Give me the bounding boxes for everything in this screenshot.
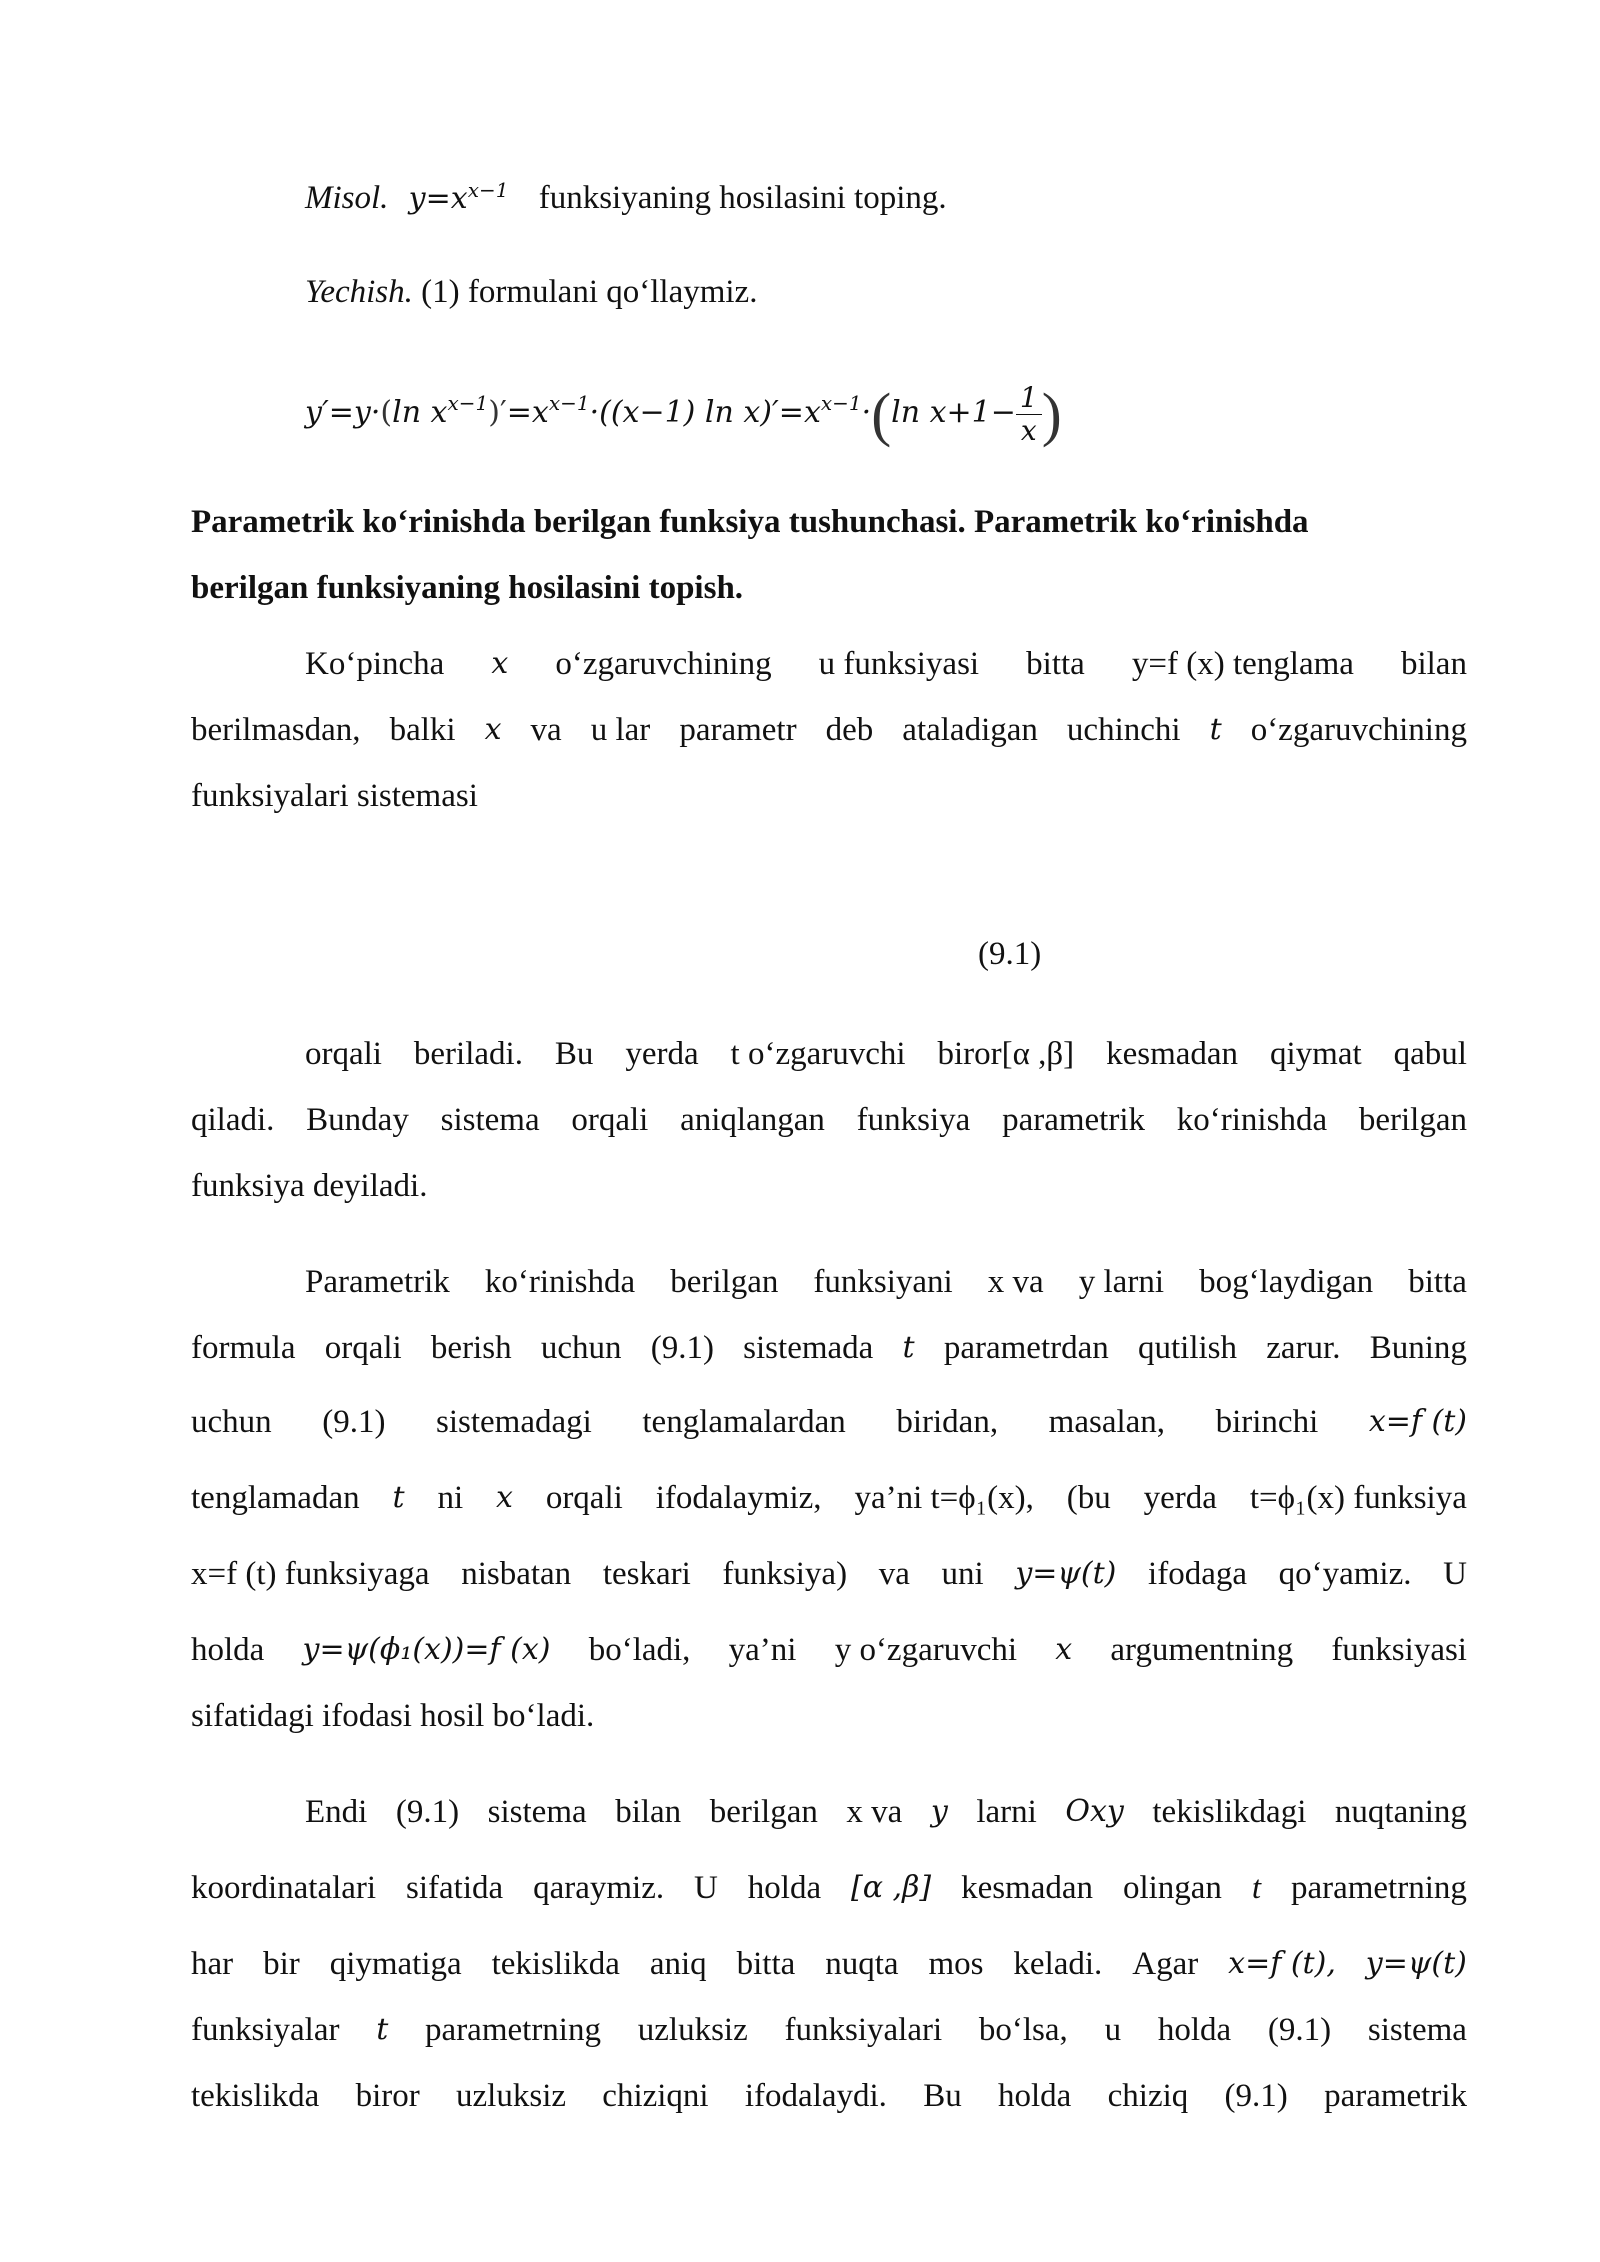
example-label: Misol.	[305, 180, 389, 216]
text-word: o‘zgaruvchining	[1250, 712, 1467, 748]
text-word: u	[1104, 2012, 1122, 2048]
text-word: chiziqni	[602, 2078, 709, 2114]
text-word: bo‘ladi,	[588, 1632, 691, 1668]
text-word: qiladi.	[191, 1102, 275, 1138]
text-word: biror[α ,β]	[937, 1036, 1075, 1072]
text-word: orqali	[305, 1036, 382, 1072]
text-word: sistemada	[743, 1330, 874, 1366]
text-word: t	[1209, 712, 1222, 747]
text-word: zarur.	[1266, 1330, 1341, 1366]
text-word: bog‘laydigan	[1199, 1264, 1374, 1300]
text-word: qo‘yamiz.	[1278, 1556, 1412, 1592]
text-word: funksiya)	[722, 1556, 848, 1592]
text-word: y o‘zgaruvchi	[834, 1632, 1018, 1668]
text-word: va	[878, 1556, 910, 1592]
text-word: tekislikda	[191, 2078, 320, 2114]
solution-line	[305, 272, 757, 312]
equation-number: (9.1)	[978, 936, 1042, 972]
text-word: deb	[825, 712, 874, 748]
text-word: Oxy	[1065, 1794, 1124, 1829]
text-word: bitta	[1408, 1264, 1467, 1300]
formula-part: y=x	[408, 181, 468, 216]
text-word: har	[191, 1946, 234, 1982]
solution-text: (1) formulani qo‘llaymiz.	[421, 274, 758, 310]
formula-part: x	[1020, 413, 1037, 447]
p3-line-3	[191, 1402, 1467, 1442]
text-word: tenglamadan	[191, 1480, 360, 1516]
formula-part: )′	[488, 395, 507, 430]
text-word: bitta	[1026, 646, 1085, 682]
formula-part: (	[871, 381, 892, 448]
text-word: birinchi	[1215, 1404, 1319, 1440]
example-text: funksiyaning hosilasini toping.	[538, 180, 947, 216]
p1-line-3: funksiyalari sistemasi	[191, 778, 478, 814]
text-word: x=f (t)	[1368, 1404, 1467, 1439]
text-word: y=ψ(t)	[1365, 1946, 1467, 1981]
text-word: x va	[846, 1794, 903, 1830]
text-word: nuqta	[825, 1946, 899, 1982]
text-word: sistemadagi	[436, 1404, 592, 1440]
text-word: x va	[987, 1264, 1044, 1300]
p3-line-5	[191, 1554, 1467, 1594]
text-word: x=f (t) funksiyaga	[191, 1556, 430, 1592]
example-formula	[408, 178, 509, 216]
text-word: o‘zgaruvchining	[555, 646, 772, 682]
text-word: x	[484, 712, 502, 747]
text-word: biror	[355, 2078, 420, 2114]
text-word: va	[530, 712, 562, 748]
text-word: aniqlangan	[680, 1102, 825, 1138]
text-word: Ko‘pincha	[305, 646, 445, 682]
text-word: holda	[1157, 2012, 1232, 2048]
text-word: Bu	[923, 2078, 962, 2114]
text-word: yerda	[1143, 1480, 1217, 1516]
p2-line-3: funksiya deyiladi.	[191, 1168, 428, 1204]
text-word: x=f (t),	[1228, 1946, 1336, 1981]
text-word: ya’ni t=ϕ₁(x),	[854, 1480, 1034, 1516]
text-word: u funksiyasi	[818, 646, 980, 682]
text-word: ifodalaymiz,	[655, 1480, 822, 1516]
text-word: U	[694, 1870, 718, 1906]
formula-part: ·	[861, 395, 872, 430]
text-word: ko‘rinishda	[484, 1264, 636, 1300]
text-word: bilan	[1400, 646, 1467, 682]
exponent: x−1	[447, 391, 489, 415]
text-word: tekislikdagi	[1152, 1794, 1307, 1830]
formula-part: ln x+1−	[891, 395, 1016, 430]
text-word: nuqtaning	[1334, 1794, 1467, 1830]
text-word: t=ϕ₁(x) funksiya	[1249, 1480, 1467, 1516]
text-word: kesmadan	[961, 1870, 1094, 1906]
text-word: ni	[437, 1480, 464, 1516]
p3-line-7: sifatidagi ifodasi hosil bo‘ladi.	[191, 1698, 595, 1734]
text-word: uchun	[540, 1330, 622, 1366]
derivative-formula	[305, 368, 1062, 449]
text-word: sistema	[487, 1794, 587, 1830]
p2-line-2	[191, 1100, 1467, 1140]
text-word: tekislikda	[491, 1946, 620, 1982]
text-word: funksiyasi	[1331, 1632, 1467, 1668]
text-word: argumentning	[1110, 1632, 1294, 1668]
solution-label: Yechish.	[305, 274, 413, 310]
text-word: uni	[941, 1556, 984, 1592]
p4-line-3	[191, 1944, 1467, 1984]
text-word: sistema	[440, 1102, 540, 1138]
text-word: olingan	[1122, 1870, 1222, 1906]
text-word: uzluksiz	[637, 2012, 748, 2048]
text-word: qiymat	[1269, 1036, 1362, 1072]
text-word: (9.1)	[322, 1404, 386, 1440]
text-word: y=ψ(t)	[1015, 1556, 1117, 1591]
text-word: masalan,	[1048, 1404, 1166, 1440]
example-line	[305, 170, 947, 219]
text-word: (bu	[1066, 1480, 1111, 1516]
text-word: biridan,	[896, 1404, 999, 1440]
text-word: sifatida	[406, 1870, 504, 1906]
text-word: parametrning	[425, 2012, 601, 2048]
text-word: Agar	[1132, 1946, 1199, 1982]
p3-line-4	[191, 1478, 1467, 1518]
text-word: uzluksiz	[456, 2078, 567, 2114]
text-word: Bu	[554, 1036, 594, 1072]
text-word: Buning	[1369, 1330, 1467, 1366]
text-word: berish	[430, 1330, 512, 1366]
text-word: ifodalaydi.	[744, 2078, 887, 2114]
text-word: (9.1)	[650, 1330, 714, 1366]
text-word: larni	[976, 1794, 1037, 1830]
text-word: x	[496, 1480, 513, 1515]
text-word: parametrdan	[943, 1330, 1109, 1366]
text-word: Endi	[305, 1794, 368, 1830]
text-word: berilgan	[1358, 1102, 1467, 1138]
text-word: berilgan	[670, 1264, 779, 1300]
text-word: funksiyalari	[784, 2012, 943, 2048]
formula-part: )	[1041, 381, 1062, 448]
section-heading-line-2: berilgan funksiyaning hosilasini topish.	[191, 570, 744, 606]
p1-line-1	[305, 644, 1467, 684]
text-word: y	[930, 1794, 948, 1829]
text-word: tenglamalardan	[642, 1404, 846, 1440]
text-word: holda	[747, 1870, 822, 1906]
text-word: parametrning	[1290, 1870, 1467, 1906]
p2-line-1	[305, 1034, 1467, 1074]
text-word: orqali	[571, 1102, 649, 1138]
text-word: orqali	[324, 1330, 402, 1366]
text-word: Bunday	[306, 1102, 409, 1138]
text-word: Parametrik	[305, 1264, 450, 1300]
text-word: t o‘zgaruvchi	[730, 1036, 906, 1072]
exponent: x−1	[467, 178, 509, 202]
text-word: (9.1)	[1267, 2012, 1332, 2048]
text-word: aniq	[649, 1946, 707, 1982]
text-word: yerda	[625, 1036, 699, 1072]
text-word: sistema	[1367, 2012, 1467, 2048]
text-word: chiziq	[1107, 2078, 1189, 2114]
text-word: beriladi.	[413, 1036, 523, 1072]
text-word: bir	[263, 1946, 300, 1982]
text-word: keladi.	[1013, 1946, 1103, 1982]
text-word: u lar	[590, 712, 651, 748]
text-word: (9.1)	[395, 1794, 460, 1830]
text-word: funksiya	[856, 1102, 971, 1138]
text-word: U	[1443, 1556, 1467, 1592]
text-word: qiymatiga	[329, 1946, 462, 1982]
text-word: berilmasdan,	[191, 712, 361, 748]
text-word: ifodaga	[1148, 1556, 1247, 1592]
section-heading-line-1: Parametrik ko‘rinishda berilgan funksiya tushunchasi. Parametrik ko‘rinishda	[191, 504, 1309, 540]
text-word: t	[392, 1480, 405, 1515]
text-word: teskari	[602, 1556, 691, 1592]
text-word: orqali	[545, 1480, 623, 1516]
text-word: bilan	[615, 1794, 682, 1830]
text-word: [α ,β]	[851, 1870, 932, 1905]
text-word: qutilish	[1137, 1330, 1238, 1366]
exponent: x−1	[820, 391, 862, 415]
text-word: balki	[389, 712, 456, 748]
text-word: ko‘rinishda	[1176, 1102, 1328, 1138]
text-word: x	[491, 646, 509, 681]
text-word: funksiyalar	[191, 2012, 340, 2048]
p4-line-5	[191, 2076, 1467, 2116]
text-word: berilgan	[709, 1794, 818, 1830]
text-word: bitta	[736, 1946, 796, 1982]
text-word: ya’ni	[728, 1632, 797, 1668]
text-word: holda	[191, 1632, 265, 1668]
formula-part: 1	[1016, 382, 1042, 415]
text-word: funksiyani	[813, 1264, 953, 1300]
text-word: qaraymiz.	[533, 1870, 665, 1906]
p3-line-6	[191, 1630, 1467, 1670]
text-word: y larni	[1078, 1264, 1164, 1300]
text-word: t	[1251, 1870, 1262, 1906]
fraction-one-over-x	[1016, 382, 1042, 447]
text-word: (9.1)	[1224, 2078, 1288, 2114]
p4-line-2	[191, 1868, 1467, 1908]
text-word: y=ψ(ϕ₁(x))=f (x)	[302, 1632, 551, 1667]
text-word: formula	[191, 1330, 296, 1366]
formula-part: ln x	[392, 395, 448, 430]
formula-part: ·((x−1) ln x)′=x	[589, 395, 821, 430]
text-word: kesmadan	[1106, 1036, 1239, 1072]
text-word: parametrik	[1002, 1102, 1146, 1138]
text-word: mos	[928, 1946, 984, 1982]
text-word: y=f (x) tenglama	[1131, 646, 1354, 682]
exponent: x−1	[548, 391, 590, 415]
text-word: uchinchi	[1066, 712, 1181, 748]
p3-line-1	[305, 1262, 1467, 1302]
p4-line-4	[191, 2010, 1467, 2050]
formula-part: =x	[506, 395, 549, 430]
text-word: uchun	[191, 1404, 272, 1440]
text-word: nisbatan	[461, 1556, 572, 1592]
formula-part: (	[380, 395, 393, 430]
formula-part: y′=y·	[305, 395, 381, 430]
p3-line-2	[191, 1328, 1467, 1368]
p4-line-1	[305, 1792, 1467, 1832]
text-word: koordinatalari	[191, 1870, 377, 1906]
text-word: t	[902, 1330, 915, 1365]
text-word: t	[376, 2012, 389, 2047]
text-word: bo‘lsa,	[978, 2012, 1068, 2048]
text-word: parametr	[679, 712, 797, 748]
p1-line-2	[191, 710, 1467, 750]
text-word: ataladigan	[902, 712, 1038, 748]
text-word: x	[1055, 1632, 1073, 1667]
text-word: qabul	[1393, 1036, 1467, 1072]
text-word: holda	[998, 2078, 1072, 2114]
text-word: parametrik	[1324, 2078, 1467, 2114]
